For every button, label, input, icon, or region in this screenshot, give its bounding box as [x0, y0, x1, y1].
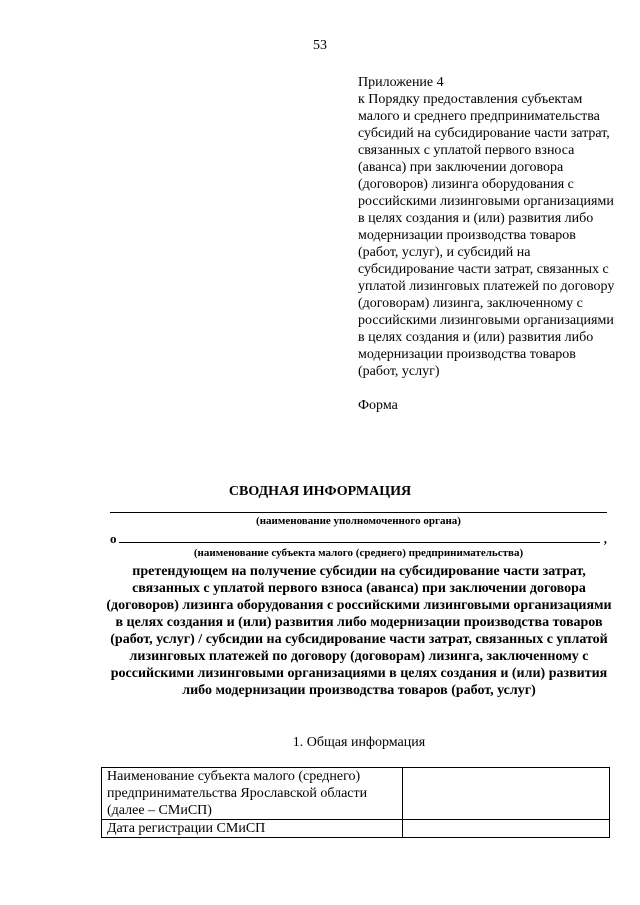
page-number: 53 — [313, 38, 327, 53]
main-heading: претендующем на получение субсидии на субсидирование части затрат, связанных с уплатой первого взноса (аванса) при заключении договора (договоров) лизинга оборудования с российскими лизинговыми организациями в целях создания и (или) развития либо модернизации производства товаров (работ, услуг) / субсидии на субсидирование части затрат, связанных с уплатой лизинговых платежей по договору (договорам) лизинга, заключенному с российскими лизинговыми организациями в целях создания и (или) развития либо модернизации производства товаров (работ, услуг) — [106, 564, 612, 698]
row-label: Дата регистрации СМиСП — [102, 820, 403, 838]
about-prefix: о — [110, 531, 117, 546]
table-row — [102, 820, 610, 838]
authority-fill-line — [110, 512, 607, 513]
general-info-table — [101, 767, 610, 838]
subject-fill-line — [119, 542, 600, 543]
appendix-block — [358, 74, 618, 414]
section-title: 1. Общая информация — [292, 735, 426, 750]
about-suffix: , — [603, 531, 607, 546]
row-value — [403, 768, 610, 820]
appendix-text: к Порядку предоставления субъектам малого и среднего предпринимательства субсидий на субсидирование части затрат, связанных с уплатой первого взноса (аванса) при заключении договора (договоров) лизинга оборудования с российскими лизинговыми организациями в целях создания и (или) развития либо модернизации производства товаров (работ, услуг), и субсидий на субсидирование части затрат, связанных с уплатой лизинговых платежей по договору (договорам) лизинга, заключенному с российскими лизинговыми организациями в целях создания и (или) развития либо модернизации производства товаров (работ, услуг) — [358, 92, 615, 379]
document-title: СВОДНАЯ ИНФОРМАЦИЯ — [228, 484, 412, 499]
table-row — [102, 768, 610, 820]
authority-caption: (наименование уполномоченного органа) — [256, 515, 461, 527]
subject-caption: (наименование субъекта малого (среднего) предпринимательства) — [193, 547, 524, 559]
row-value — [403, 820, 610, 838]
row-label: Наименование субъекта малого (среднего) предпринимательства Ярославской области (далее – СМиСП) — [102, 768, 403, 820]
form-label: Форма — [358, 398, 398, 413]
appendix-title: Приложение 4 — [358, 75, 444, 90]
subject-fill-row — [110, 531, 607, 545]
